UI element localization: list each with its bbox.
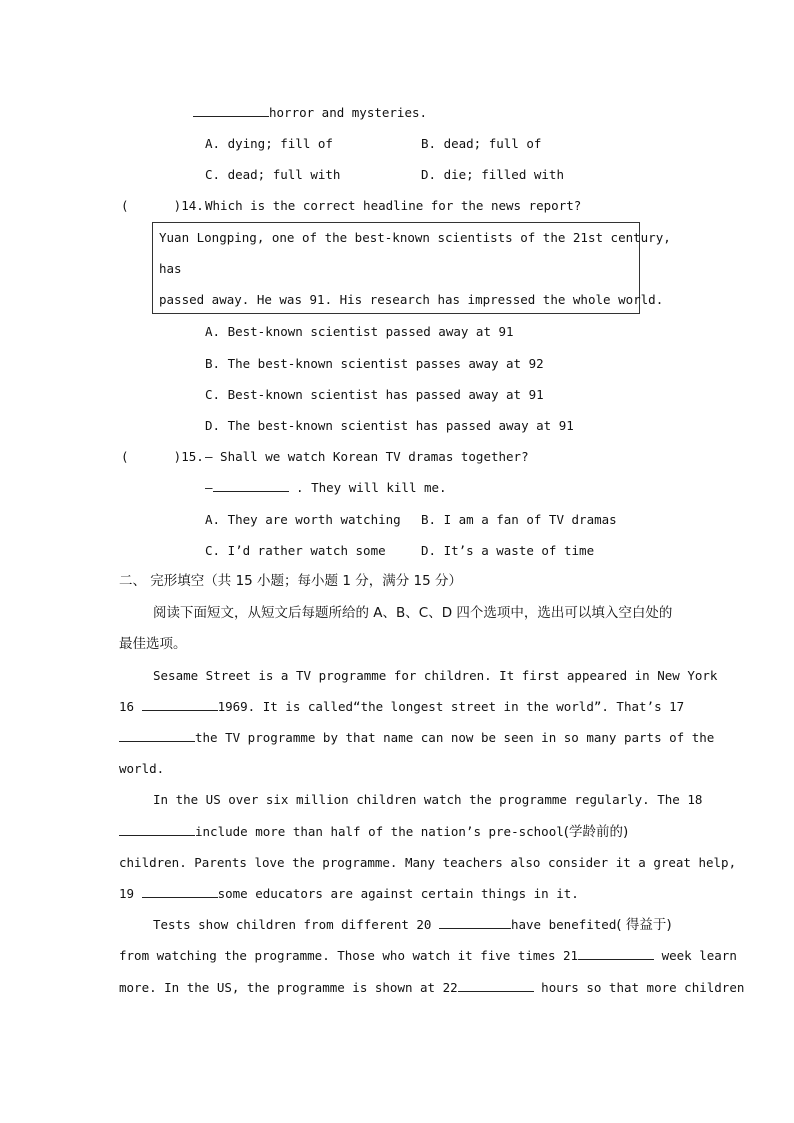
passage-text: Tests show children from different 20 [153,917,439,932]
passage-gloss: (学龄前的) [563,824,629,840]
q13-tail-text: horror and mysteries. [269,105,428,120]
passage-line-7: children. Parents love the programme. Many teachers also consider it a great help, [119,855,737,870]
answer-blank [142,886,218,898]
passage-line-11 [119,980,744,996]
reply-dash: — [205,480,213,495]
news-report-line-2: has [159,261,182,276]
answer-blank [439,917,511,929]
passage-line-3 [119,730,714,746]
q14-option-b: B. The best-known scientist passes away at 92 [205,356,544,371]
passage-gloss: ( 得益于) [616,917,672,933]
q15-option-b: B. I am a fan of TV dramas [421,512,617,527]
answer-blank [119,824,195,836]
q15-answer-paren: ( )15. [121,449,204,464]
answer-blank [119,730,195,742]
news-report-line-1: Yuan Longping, one of the best-known scientists of the 21st century, [159,230,671,245]
q15-option-d: D. It’s a waste of time [421,543,595,558]
q14-option-d: D. The best-known scientist has passed away at 91 [205,418,574,433]
q13-option-c: C. dead; full with [205,167,341,182]
passage-line-9 [153,917,672,933]
q14-option-a: A. Best-known scientist passed away at 91 [205,324,514,339]
q13-option-a: A. dying; fill of [205,136,333,151]
q13-option-b: B. dead; full of [421,136,542,151]
blank-number-16: 16 [119,699,142,714]
passage-text: 1969. It is called“the longest street in the world”. That’s 17 [217,699,685,714]
q14-answer-paren: ( )14. [121,198,204,213]
passage-line-10 [119,948,737,964]
passage-line-8 [119,886,579,902]
q15-option-c: C. I’d rather watch some [205,543,386,558]
passage-text: some educators are against certain things in it. [217,886,579,901]
passage-text: more. In the US, the programme is shown at 22 [119,980,458,995]
passage-line-6 [119,824,628,840]
answer-blank [142,699,218,711]
blank-number-19: 19 [119,886,142,901]
answer-blank [458,980,534,992]
section-heading: 二、 完形填空（共 15 小题；每小题 1 分，满分 15 分） [119,573,462,589]
passage-text: have benefited [510,917,617,932]
news-report-line-3: passed away. He was 91. His research has impressed the whole world. [159,292,664,307]
q15-reply [205,480,447,496]
section-instruction-1: 阅读下面短文，从短文后每题所给的 A、B、C、D 四个选项中，选出可以填入空白处的 [153,605,673,621]
q14-stem: Which is the correct headline for the news report? [205,198,582,213]
passage-text: the TV programme by that name can now be seen in so many parts of the [195,730,715,745]
passage-text: week learn [654,948,737,963]
q13-option-d: D. die; filled with [421,167,564,182]
passage-text: include more than half of the nation’s pre-school [195,824,564,839]
passage-line-5: In the US over six million children watch the programme regularly. The 18 [153,792,703,807]
passage-line-2 [119,699,684,715]
passage-line-1: Sesame Street is a TV programme for children. It first appeared in New York [153,668,718,683]
answer-blank [213,480,289,492]
answer-blank [193,105,269,117]
q15-option-a: A. They are worth watching [205,512,401,527]
section-instruction-2: 最佳选项。 [119,636,187,652]
answer-blank [578,948,654,960]
q15-stem: — Shall we watch Korean TV dramas together? [205,449,529,464]
passage-text: from watching the programme. Those who watch it five times 21 [119,948,579,963]
q13-line [193,105,427,121]
q14-option-c: C. Best-known scientist has passed away at 91 [205,387,544,402]
passage-text: hours so that more children [533,980,745,995]
passage-line-4: world. [119,761,165,776]
reply-tail: . They will kill me. [288,480,447,495]
